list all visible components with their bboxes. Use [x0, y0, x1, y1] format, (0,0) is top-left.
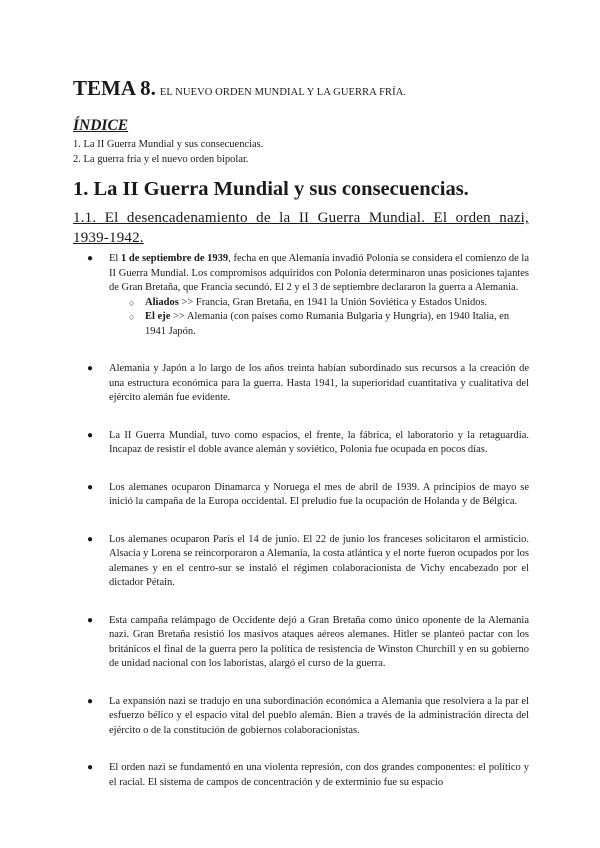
bullet-text: La II Guerra Mundial, tuvo como espacios, el frente, la fábrica, el laboratorio y la retaguardia. Incapaz de resistir el doble avance alemán y soviético, Polonia fue ocupada en pocos días. — [109, 429, 529, 455]
sub-bullet-bold: El eje — [145, 311, 171, 322]
index-item: 1. La II Guerra Mundial y sus consecuencias. — [73, 139, 264, 150]
bullet-text: Esta campaña relámpago de Occidente dejó a Gran Bretaña como único oponente de la Alemania nazi. Gran Bretaña resistió los masivos ataques aéreos alemanes. Hitler se planteó pactar con los británicos el final de la guerra pero la política de resistencia de Winston Churchill y en su gobierno de unidad nacional con los laboristas, alargó el curso de la guerra. — [109, 614, 529, 669]
bullet-icon: ● — [87, 614, 94, 626]
bullet-item — [73, 533, 529, 591]
bullet-item — [73, 481, 529, 510]
bullet-item — [73, 429, 529, 458]
section-title: 1. La II Guerra Mundial y sus consecuencias. — [73, 178, 469, 200]
bullet-icon: ● — [87, 429, 94, 441]
bullet-icon: ● — [87, 762, 94, 773]
bullet-item — [73, 252, 529, 296]
bullet-text: Los alemanes ocuparon París el 14 de junio. El 22 de junio los franceses solicitaron el armisticio. Alsacia y Lorena se reincorporaron a Alemania, la costa atlántica y el norte fueron ocupados por los alemanes y en el centro-sur se instaló el régimen colaboracionista de Vichy encabezado por el dictador Pétain. — [109, 533, 529, 588]
sub-bullet-bold: Aliados — [145, 296, 179, 308]
sub-bullet-item — [73, 310, 529, 339]
bullet-text-bold: 1 de septiembre de 1939 — [120, 253, 229, 264]
subsection-title — [73, 208, 529, 248]
circle-bullet-icon: ○ — [129, 312, 135, 322]
bullet-icon: ● — [87, 533, 94, 545]
bullet-text-post: , fecha en que Alemania invadió Polonia se considera el comienzo de la II Guerra Mundial. Los compromisos adquiridos con Polonia determinaron unas posiciones tajantes de Gran Bretaña, que Francia secundó. El 2 y el 3 de septiembre declararon la guerra a Alemania. — [109, 253, 529, 293]
bullet-text: La expansión nazi se tradujo en una subordinación económica a Alemania que resolviera a la par el esfuerzo bélico y el espacio vital del pueblo alemán. Bien a través de la administración directa del ejército o de la constitución de gobiernos colaboracionistas. — [109, 695, 529, 736]
index-heading: ÍNDICE — [73, 117, 129, 134]
circle-bullet-icon: ○ — [129, 297, 135, 308]
bullet-item — [73, 761, 529, 790]
bullet-text: Los alemanes ocuparon Dinamarca y Noruega el mes de abril de 1939. A principios de mayo se inició la campaña de la Europa occidental. El preludio fue la ocupación de Holanda y de Bélgica. — [109, 481, 529, 507]
subsection-title-line1: 1.1. El desencadenamiento de la II Guerra Mundial. El orden nazi, — [73, 210, 529, 226]
sub-bullet-item — [73, 296, 529, 311]
bullet-item — [73, 695, 529, 739]
subsection-title-line2: 1939-1942. — [73, 230, 144, 246]
sub-bullet-text: >> Francia, Gran Bretaña, en 1941 la Unión Soviética y Estados Unidos. — [178, 296, 488, 308]
document-title — [73, 76, 406, 101]
index-item: 2. La guerra fría y el nuevo orden bipolar. — [73, 154, 249, 165]
title-text: EL NUEVO ORDEN MUNDIAL Y LA GUERRA FRÍA. — [159, 87, 407, 98]
title-number: TEMA 8. — [73, 76, 156, 100]
index-list — [73, 137, 263, 167]
bullet-icon: ● — [87, 253, 94, 264]
bullet-icon: ● — [87, 363, 94, 374]
bullet-icon: ● — [87, 695, 94, 707]
bullet-icon: ● — [87, 481, 94, 493]
bullet-item — [73, 614, 529, 672]
bullet-item — [73, 362, 529, 406]
bullet-text: El orden nazi se fundamentó en una violenta represión, con dos grandes componentes: el político y el racial. El sistema de campos de concentración y de exterminio fue su espacio — [109, 762, 529, 788]
sub-bullet-text: >> Alemania (con países como Rumania Bulgaria y Hungría), en 1940 Italia, en 1941 Japón. — [145, 311, 510, 337]
bullet-list — [73, 252, 529, 790]
bullet-text: Alemania y Japón a lo largo de los años treinta habían subordinado sus recursos a la creación de una estructura económica para la guerra. Hasta 1941, la superioridad cuantitativa y cualitativa del ejército alemán fue evidente. — [109, 363, 529, 403]
bullet-text-pre: El — [109, 253, 121, 264]
